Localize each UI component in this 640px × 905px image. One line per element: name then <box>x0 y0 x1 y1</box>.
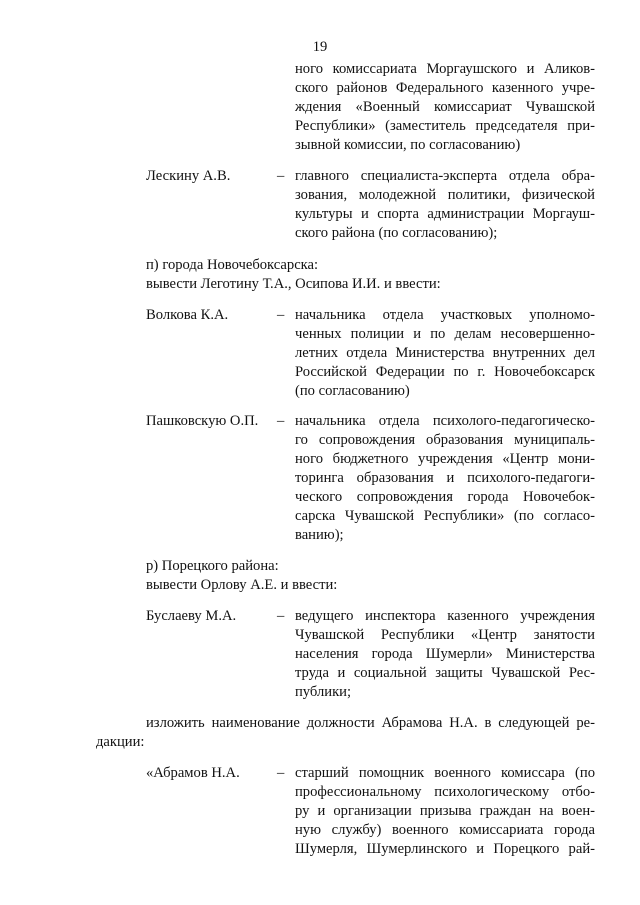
person-name: «Абрамов Н.А. <box>146 765 240 781</box>
text-line: населения города Шумерли» Министерства <box>295 646 595 662</box>
text-line: главного специалиста-эксперта отдела обра- <box>295 168 595 184</box>
text-line: ского района (по согласованию); <box>295 225 498 241</box>
dash: – <box>277 168 285 184</box>
text-line: ведущего инспектора казенного учреждения <box>295 608 595 624</box>
text-line: начальника отдела участковых уполномо- <box>295 307 595 323</box>
section-heading: п) города Новочебоксарска: <box>146 257 319 273</box>
section-heading: р) Порецкого района: <box>146 558 279 574</box>
text-line: ченных полиции и по делам несовершенно- <box>295 326 595 342</box>
text-line: ного бюджетного учреждения «Центр мони- <box>295 451 595 467</box>
text-line: труда и социальной защиты Чувашской Рес- <box>295 665 595 681</box>
text-line: летних отдела Министерства внутренних дел <box>295 345 595 361</box>
text-line: зывной комиссии, по согласованию) <box>295 137 521 153</box>
person-name: Пашковскую О.П. <box>146 413 259 429</box>
text-line: культуры и спорта администрации Моргауш- <box>295 206 595 222</box>
dash: – <box>277 413 285 429</box>
section-instruction: вывести Леготину Т.А., Осипова И.И. и ввести: <box>146 276 441 292</box>
paragraph-line: изложить наименование должности Абрамова Н.А. в следующей ре- <box>146 715 595 731</box>
text-line: Чувашской Республики «Центр занятости <box>295 627 595 643</box>
text-line: публики; <box>295 684 352 700</box>
person-name: Волкова К.А. <box>146 307 229 323</box>
text-line: ную службу) военного комиссариата города <box>295 822 595 838</box>
dash: – <box>277 608 285 624</box>
page-number: 19 <box>312 39 328 55</box>
text-line: ского районов Федерального казенного учре- <box>295 80 595 96</box>
text-line: сарска Чувашской Республики» (по согласо- <box>295 508 595 524</box>
text-line: торинга образования и психолого-педагоги- <box>295 470 595 486</box>
text-line: (по согласованию) <box>295 383 410 399</box>
text-line: начальника отдела психолого-педагогическо- <box>295 413 595 429</box>
text-line: ного комиссариата Моргаушского и Аликов- <box>295 61 595 77</box>
text-line: зования, молодежной политики, физической <box>295 187 595 203</box>
text-line: го сопровождения образования муниципаль- <box>295 432 595 448</box>
dash: – <box>277 765 285 781</box>
text-line: Республики» (заместитель председателя при- <box>295 118 595 134</box>
paragraph-line: дакции: <box>96 734 145 750</box>
text-line: ванию); <box>295 527 344 543</box>
text-line: ру и организации призыва граждан на воен- <box>295 803 595 819</box>
text-line: Российской Федерации по г. Новочебоксарск <box>295 364 595 380</box>
text-line: ждения «Военный комиссариат Чувашской <box>295 99 595 115</box>
text-line: Шумерля, Шумерлинского и Порецкого рай- <box>295 841 595 857</box>
section-instruction: вывести Орлову А.Е. и ввести: <box>146 577 338 593</box>
text-line: старший помощник военного комиссара (по <box>295 765 595 781</box>
dash: – <box>277 307 285 323</box>
text-line: профессиональному психологическому отбо- <box>295 784 595 800</box>
person-name: Лескину А.В. <box>146 168 231 184</box>
text-line: ческого сопровождения города Новочебок- <box>295 489 595 505</box>
person-name: Буслаеву М.А. <box>146 608 237 624</box>
